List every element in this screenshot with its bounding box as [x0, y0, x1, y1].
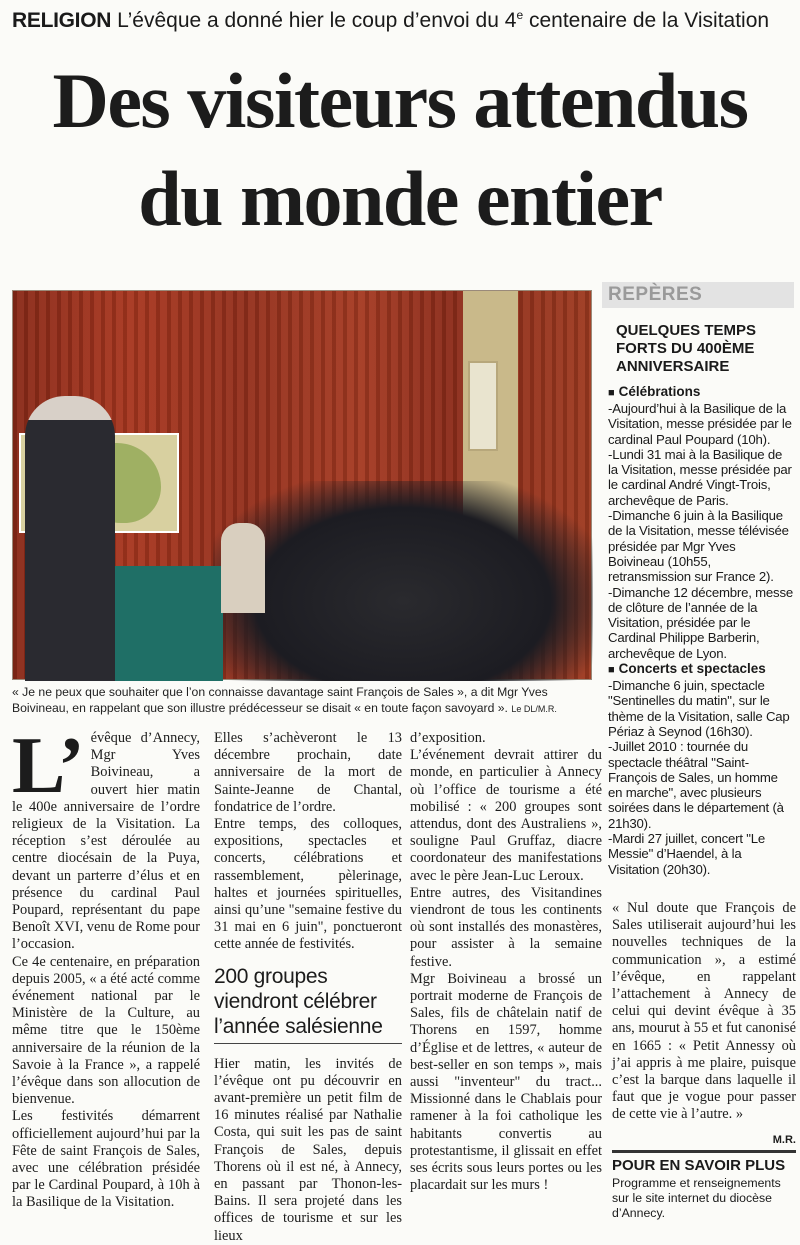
article-paragraph: Les festivités démarrent officiellement aujourd’hui par la Fête de saint François de Sales, avec une célébration présidée par le Cardinal Poupard, à 10h à la Basilique de la Visitation. [12, 1108, 200, 1211]
headline-line-1: Des visiteurs attendus [52, 57, 748, 144]
kicker [12, 8, 792, 40]
article-column-1 [12, 722, 200, 1212]
audience [213, 481, 593, 681]
photo-credit: Le DL/M.R. [511, 704, 557, 714]
kicker-text-after: centenaire de la Visitation [523, 9, 770, 32]
kicker-sup: e [516, 8, 524, 22]
sidebar-item: -Lundi 31 mai à la Basilique de la Visitation, messe présidée par le cardinal André Vingt-Trois, archevêque de Paris. [608, 446, 792, 508]
sidebar-item: -Dimanche 6 juin à la Basilique de la Visitation, messe télévisée présidée par Mgr Yves Boivineau (10h55, retransmission sur France 2). [608, 508, 789, 585]
nun-figure [221, 523, 265, 613]
article-paragraph: Entre temps, des colloques, expositions, spectacles et concerts, célébrations et rassemblement, pèlerinage, haltes et journées spirituelles, ainsi qu’une "semaine festive du 31 mai en 6 juin", ponctueront cette année de festivités. [214, 816, 402, 953]
article-column-2 [214, 730, 402, 1245]
article-paragraph: Elles s’achèveront le 13 décembre prochain, date anniversaire de la mort de Sainte-Jeanne de Chantal, fondatrice de l’ordre. [214, 730, 402, 815]
article-column-4 [612, 900, 796, 1149]
article-column-3 [410, 730, 602, 1194]
caption-text: « Je ne peux que souhaiter que l’on connaisse davantage saint François de Sales », a dit Mgr Yves Boivineau, en rappelant que son illustre prédécesseur se disait « en toute façon savoyard ». [12, 685, 548, 715]
speaker-figure [25, 396, 115, 681]
article-subhead: 200 groupes viendront célébrer l’année salésienne [214, 964, 402, 1044]
sidebar-item: -Juillet 2010 : tournée du spectacle théâtral "Saint-François de Sales, un homme en marche", avec plusieurs soirées dans le département (à 21h30). [608, 739, 784, 831]
dropcap: L’ [12, 722, 85, 810]
info-box [612, 1150, 796, 1221]
article-paragraph: Ce 4e centenaire, en préparation depuis 2005, « a été acté comme événement national par le Ministère de la Culture, au même titre que le 150ème anniversaire de la réunion de la Savoie à la France », a rappelé l’évêque dans son allocution de bienvenue. [12, 953, 200, 1108]
article-paragraph: Hier matin, les invités de l’évêque ont pu découvrir en avant-première un petit film de 16 minutes réalisé par Nathalie Costa, qui suit les pas de saint François de Sales, depuis Thorens où il est né, à Annecy, en passant par Thonon-les-Bains. Il sera projeté dans les offices de tourisme et sur les lieux [214, 1055, 402, 1244]
rubric-label: RELIGION [12, 9, 112, 32]
kicker-text-before: L’évêque a donné hier le coup d’envoi du 4 [117, 9, 517, 32]
sidebar-item: -Dimanche 12 décembre, messe de clôture de l’année de la Visitation, présidée par le Cardinal Philippe Barberin, archevêque de Lyon. [608, 584, 793, 661]
article-paragraph: évêque d’Annecy, Mgr Yves Boivineau, a ouvert hier matin le 400e anniversaire de l’ordre religieux de la Visitation. La réception s’est déroulée au centre diocésain de la Puya, devant un parterre d’élus et en présence du cardinal Paul Poupard, représentant du pape Benoît XVI, venu de Rome pour l’occasion. [12, 730, 200, 953]
reperes-sidebar [602, 282, 794, 877]
photo-caption [12, 684, 592, 718]
article-photo [12, 290, 592, 680]
info-box-title: POUR EN SAVOIR PLUS [612, 1150, 796, 1174]
article-paragraph: d’exposition. [410, 730, 486, 746]
sidebar-item: -Dimanche 6 juin, spectacle "Sentinelles du matin", sur le thème de la Visitation, salle Cap Périaz à Seynod (16h30). [608, 678, 790, 739]
sidebar-title: QUELQUES TEMPS FORTS DU 400ÈME ANNIVERSAIRE [616, 322, 757, 375]
info-box-text: Programme et renseignements sur le site internet du diocèse d’Annecy. [612, 1176, 781, 1220]
sidebar-label: REPÈRES [602, 282, 794, 308]
article-paragraph: « Nul doute que François de Sales utiliserait aujourd’hui les nouvelles techniques de la communication », a estimé l’évêque, en rappelant l’attachement à Annecy de celui qui devint évêque à 35 ans, mourut à 55 et fut canonisé en 1665 : « Petit Annessy où j’ai appris à me plaire, puisque c’est la barque dans laquelle il faut que je vogue pour passer de cette vie à l’autre. » [612, 900, 796, 1123]
window [468, 361, 498, 451]
sidebar-section-celebrations: ■ Célébrations [608, 384, 794, 401]
sidebar-item: -Mardi 27 juillet, concert "Le Messie" d’Haendel, à la Visitation (20h30). [608, 831, 766, 877]
kicker-text [117, 9, 769, 32]
sidebar-section-concerts: ■ Concerts et spectacles [608, 661, 794, 678]
author-signature: M.R. [772, 1133, 796, 1146]
article-paragraph: Mgr Boivineau a brossé un portrait moderne de François de Sales, fils de châtelain natif de Thorens en 1597, homme d’Église et de lettres, « auteur de best-seller en son temps », mais aussi "inventeur" du tract... Missionné dans le Chablais pour ramener à la foi catholique les habitants convertis au protestantisme, il glissait en effet ses écrits sous leurs portes ou les placardait sur les murs ! [410, 970, 602, 1194]
sidebar-item: -Aujourd’hui à la Basilique de la Visitation, messe présidée par le cardinal Paul Poupard (10h). [608, 401, 792, 447]
article-paragraph: L’événement devrait attirer du monde, en particulier à Annecy où l’office de tourisme a été mobilisé : « 200 groupes sont attendus, dont des Australiens », souligne Paul Gruffaz, diacre coordonateur des manifestations avec le père Jean-Luc Leroux. [410, 747, 602, 884]
headline [0, 52, 800, 248]
article-paragraph: Entre autres, des Visitandines viendront de tous les continents où sont installés des monastères, pour assister à la semaine festive. [410, 884, 602, 970]
headline-line-2: du monde entier [138, 155, 662, 242]
